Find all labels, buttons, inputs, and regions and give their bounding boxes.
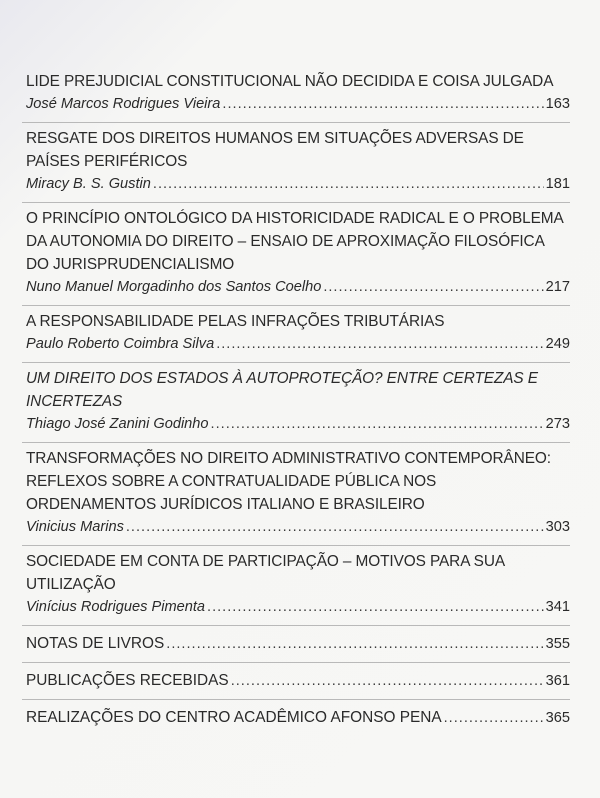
toc-entry [22, 626, 570, 663]
entry-line [26, 669, 570, 693]
entry-title: RESGATE DOS DIREITOS HUMANOS EM SITUAÇÕES ADVERSAS DE PAÍSES PERIFÉRICOS [26, 130, 524, 170]
leader-dots [222, 93, 543, 116]
leader-dots [231, 670, 544, 693]
entry-title: LIDE PREJUDICIAL CONSTITUCIONAL NÃO DECIDIDA E COISA JULGADA [26, 73, 554, 90]
toc-entry [22, 700, 570, 736]
entry-page: 341 [545, 599, 570, 615]
entry-label: PUBLICAÇÕES RECEBIDAS [26, 672, 229, 689]
entry-line [26, 632, 570, 656]
entry-title: A RESPONSABILIDADE PELAS INFRAÇÕES TRIBUTÁRIAS [26, 313, 445, 330]
entry-label: NOTAS DE LIVROS [26, 635, 165, 652]
toc-entry [22, 443, 570, 546]
entry-page: 361 [545, 673, 570, 689]
leader-dots [207, 596, 544, 619]
toc-entry [22, 546, 570, 626]
leader-dots [444, 707, 544, 730]
table-of-contents [22, 66, 570, 736]
leader-dots [166, 633, 543, 656]
toc-entry [22, 123, 570, 203]
entry-title: TRANSFORMAÇÕES NO DIREITO ADMINISTRATIVO CONTEMPORÂNEO: REFLEXOS SOBRE A CONTRATUALIDADE PÚBLICA NOS ORDENAMENTOS JURÍDICOS ITALIANO E BRASILEIRO [26, 450, 551, 513]
entry-title: O PRINCÍPIO ONTOLÓGICO DA HISTORICIDADE RADICAL E O PROBLEMA DA AUTONOMIA DO DIREITO – ENSAIO DE APROXIMAÇÃO FILOSÓFICA DO JURISPRUDENCIALISMO [26, 210, 563, 273]
leader-dots [153, 173, 544, 196]
leader-dots [216, 333, 543, 356]
entry-page: 181 [545, 176, 570, 192]
toc-entry [22, 306, 570, 363]
entry-page: 365 [545, 710, 570, 726]
entry-line [26, 413, 570, 436]
toc-entry [22, 663, 570, 700]
toc-entry [22, 363, 570, 443]
entry-line [26, 173, 570, 196]
entry-page: 217 [545, 279, 570, 295]
entry-page: 273 [545, 416, 570, 432]
entry-page: 249 [545, 336, 570, 352]
entry-line [26, 93, 570, 116]
entry-author: Vinícius Rodrigues Pimenta [26, 599, 206, 615]
entry-page: 163 [545, 96, 570, 112]
entry-author: José Marcos Rodrigues Vieira [26, 96, 221, 112]
entry-author: Thiago José Zanini Godinho [26, 416, 209, 432]
entry-author: Paulo Roberto Coimbra Silva [26, 336, 215, 352]
entry-page: 303 [545, 519, 570, 535]
entry-label: REALIZAÇÕES DO CENTRO ACADÊMICO AFONSO PENA [26, 709, 442, 726]
toc-entry [22, 203, 570, 306]
leader-dots [323, 276, 543, 299]
entry-title: UM DIREITO DOS ESTADOS À AUTOPROTEÇÃO? ENTRE CERTEZAS E INCERTEZAS [26, 370, 538, 410]
leader-dots [211, 413, 544, 436]
entry-author: Vinicius Marins [26, 519, 124, 535]
leader-dots [126, 516, 544, 539]
entry-title: SOCIEDADE EM CONTA DE PARTICIPAÇÃO – MOTIVOS PARA SUA UTILIZAÇÃO [26, 553, 505, 593]
entry-author: Nuno Manuel Morgadinho dos Santos Coelho [26, 279, 322, 295]
entry-line [26, 516, 570, 539]
entry-line [26, 276, 570, 299]
entry-line [26, 596, 570, 619]
entry-line [26, 706, 570, 730]
entry-page: 355 [545, 636, 570, 652]
entry-line [26, 333, 570, 356]
toc-entry [22, 66, 570, 123]
entry-author: Miracy B. S. Gustin [26, 176, 151, 192]
